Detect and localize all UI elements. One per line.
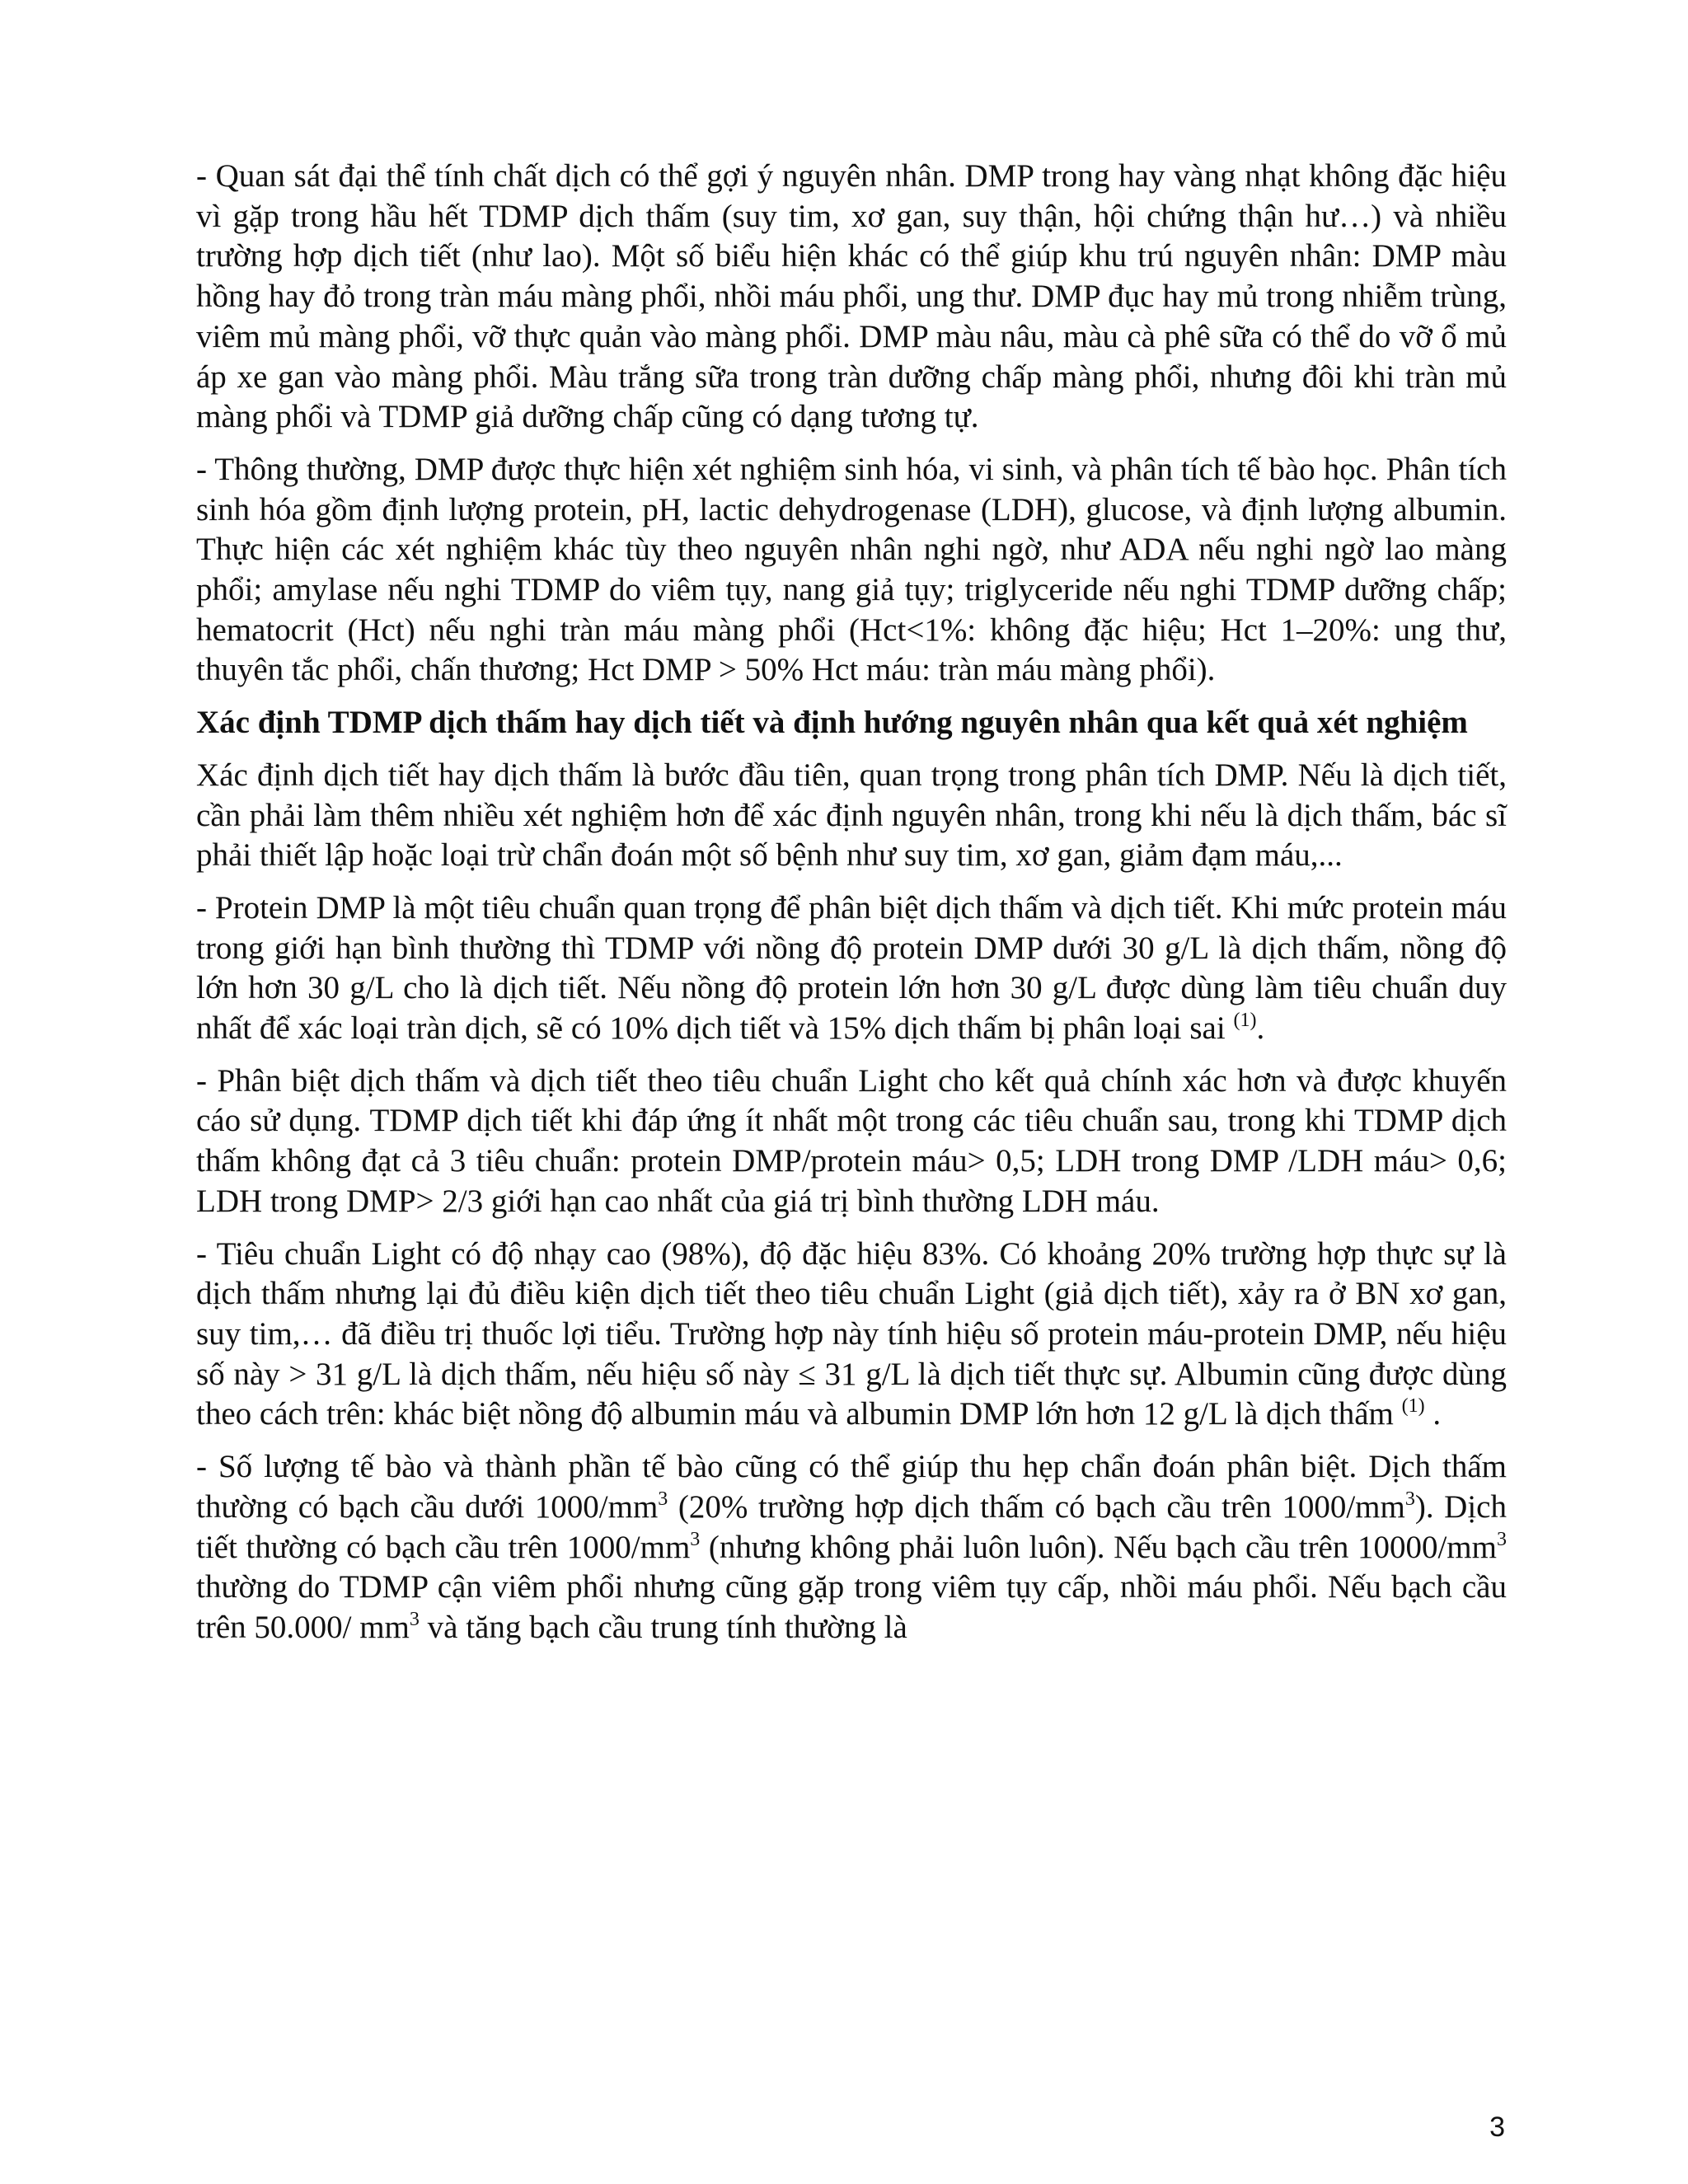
paragraph-tail: . xyxy=(1256,1010,1265,1047)
paragraph-text: thường do TDMP cận viêm phổi nhưng cũng gặp trong viêm tụy cấp, nhồi máu phổi. Nếu bạch cầu trên 50.000/ mm xyxy=(196,1569,1507,1645)
paragraph-exudate-transudate xyxy=(196,756,1507,876)
paragraph-text: - Phân biệt dịch thấm và dịch tiết theo tiêu chuẩn Light cho kết quả chính xác hơn và được khuyến cáo sử dụng. TDMP dịch tiết khi đáp ứng ít nhất một trong các tiêu chuẩn sau, trong khi TDMP dịch thấm không đạt cả 3 tiêu chuẩn: protein DMP/protein máu> 0,5; LDH trong DMP /LDH máu> 0,6; LDH trong DMP> 2/3 giới hạn cao nhất của giá trị bình thường LDH máu. xyxy=(196,1062,1507,1219)
superscript: 3 xyxy=(409,1608,420,1630)
superscript: 3 xyxy=(658,1488,668,1510)
section-heading xyxy=(196,703,1507,743)
paragraph-text: - Protein DMP là một tiêu chuẩn quan trọng để phân biệt dịch thấm và dịch tiết. Khi mức protein máu trong giới hạn bình thường thì TDMP với nồng độ protein DMP dưới 30 g/L là dịch thấm, nồng độ lớn hơn 30 g/L cho là dịch tiết. Nếu nồng độ protein lớn hơn 30 g/L được dùng làm tiêu chuẩn duy nhất để xác loại tràn dịch, sẽ có 10% dịch tiết và 15% dịch thấm bị phân loại sai xyxy=(196,889,1507,1047)
paragraph-gross-appearance xyxy=(196,157,1507,438)
paragraph-tail: . xyxy=(1424,1396,1442,1432)
superscript: 3 xyxy=(690,1528,701,1550)
paragraph-text: - Thông thường, DMP được thực hiện xét nghiệm sinh hóa, vi sinh, và phân tích tế bào học. Phân tích sinh hóa gồm định lượng protein, pH, lactic dehydrogenase (LDH), glucose, và định lượng albumin. Thực hiện các xét nghiệm khác tùy theo nguyên nhân nghi ngờ, như ADA nếu nghi ngờ lao màng phổi; amylase nếu nghi TDMP do viêm tụy, nang giả tụy; triglyceride nếu nghi TDMP dưỡng chấp; hematocrit (Hct) nếu nghi tràn máu màng phổi (Hct<1%: không đặc hiệu; Hct 1–20%: ung thư, thuyên tắc phổi, chấn thương; Hct DMP > 50% Hct máu: tràn máu màng phổi). xyxy=(196,451,1507,688)
superscript: 3 xyxy=(1404,1488,1415,1510)
paragraph-text: và tăng bạch cầu trung tính thường là xyxy=(419,1609,907,1645)
heading-text: Xác định TDMP dịch thấm hay dịch tiết và định hướng nguyên nhân qua kết quả xét nghiệm xyxy=(196,705,1468,741)
page-number: 3 xyxy=(1489,2111,1505,2143)
paragraph-protein xyxy=(196,888,1507,1049)
superscript: 3 xyxy=(1496,1528,1507,1550)
citation-ref: (1) xyxy=(1233,1010,1257,1032)
paragraph-cell-count xyxy=(196,1447,1507,1648)
paragraph-text: - Quan sát đại thể tính chất dịch có thể gợi ý nguyên nhân. DMP trong hay vàng nhạt không đặc hiệu vì gặp trong hầu hết TDMP dịch thấm (suy tim, xơ gan, suy thận, hội chứng thận hư…) và nhiều trường hợp dịch tiết (như lao). Một số biểu hiện khác có thể giúp khu trú nguyên nhân: DMP màu hồng hay đỏ trong tràn máu màng phổi, nhồi máu phổi, ung thư. DMP đục hay mủ trong nhiễm trùng, viêm mủ màng phổi, vỡ thực quản vào màng phổi. DMP màu nâu, màu cà phê sữa có thể do vỡ ổ mủ áp xe gan vào màng phổi. Màu trắng sữa trong tràn dưỡng chấp màng phổi, nhưng đôi khi tràn mủ màng phổi và TDMP giả dưỡng chấp cũng có dạng tương tự. xyxy=(196,158,1507,435)
document-page xyxy=(196,157,1507,1661)
paragraph-text: (nhưng không phải luôn luôn). Nếu bạch cầu trên 10000/mm xyxy=(700,1529,1497,1565)
paragraph-lab-tests xyxy=(196,450,1507,691)
paragraph-text: - Tiêu chuẩn Light có độ nhạy cao (98%), độ đặc hiệu 83%. Có khoảng 20% trường hợp thực sự là dịch thấm nhưng lại đủ điều kiện dịch tiết theo tiêu chuẩn Light (giả dịch tiết), xảy ra ở BN xơ gan, suy tim,… đã điều trị thuốc lợi tiểu. Trường hợp này tính hiệu số protein máu-protein DMP, nếu hiệu số này > 31 g/L là dịch thấm, nếu hiệu số này ≤ 31 g/L là dịch tiết thực sự. Albumin cũng được dùng theo cách trên: khác biệt nồng độ albumin máu và albumin DMP lớn hơn 12 g/L là dịch thấm xyxy=(196,1235,1507,1432)
paragraph-light-sensitivity xyxy=(196,1235,1507,1436)
paragraph-text: - Số lượng tế bào và thành phần tế bào cũng có thể giúp thu hẹp chẩn đoán phân biệt. Dịch thấm thường có bạch cầu dưới 1000/mm xyxy=(196,1449,1507,1525)
paragraph-light-criteria xyxy=(196,1062,1507,1222)
paragraph-text: (20% trường hợp dịch thấm có bạch cầu trên 1000/mm xyxy=(668,1488,1405,1525)
paragraph-text: Xác định dịch tiết hay dịch thấm là bước đầu tiên, quan trọng trong phân tích DMP. Nếu là dịch tiết, cần phải làm thêm nhiều xét nghiệm hơn để xác định nguyên nhân, trong khi nếu là dịch thấm, bác sĩ phải thiết lập hoặc loại trừ chẩn đoán một số bệnh như suy tim, xơ gan, giảm đạm máu,... xyxy=(196,757,1507,874)
citation-ref: (1) xyxy=(1401,1395,1425,1418)
paragraph-text: ). Dịch tiết thường có bạch cầu trên 1000/mm xyxy=(196,1488,1507,1565)
